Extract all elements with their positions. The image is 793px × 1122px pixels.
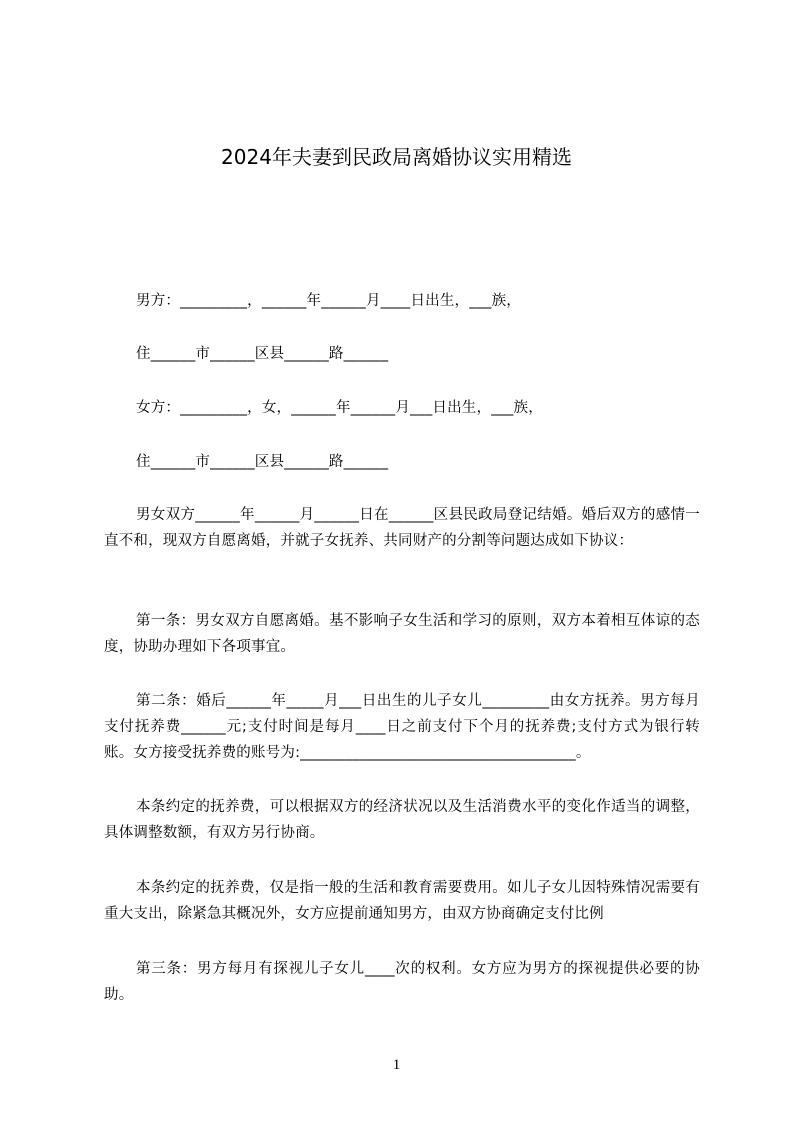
page-number: 1 xyxy=(392,1057,401,1073)
paragraph-support-scope: 本条约定的抚养费，仅是指一般的生活和教育需要费用。如儿子女儿因特殊情况需要有重大支出，除紧急其概况外，女方应提前通知男方，由双方协商确定支付比例 xyxy=(104,880,700,922)
paragraph-male-party: 男方：_________，______年______月____日出生，___族， xyxy=(136,293,521,309)
paragraph-male-address: 住______市______区县______路______ xyxy=(136,346,389,362)
document-title: 2024年夫妻到民政局离婚协议实用精选 xyxy=(221,145,572,169)
paragraph-article-one: 第一条：男女双方自愿离婚。基不影响子女生活和学习的原则，双方本着相互体谅的态度，协助办理如下各项事宜。 xyxy=(104,613,700,655)
paragraph-support-adjustment: 本条约定的抚养费，可以根据双方的经济状况以及生活消费水平的变化作适当的调整，具体调整数额，有双方另行协商。 xyxy=(104,799,700,841)
paragraph-article-three: 第三条：男方每月有探视儿子女儿____次的权利。女方应为男方的探视提供必要的协助。 xyxy=(104,961,700,1003)
paragraph-marriage-registration: 男女双方______年______月______日在______区县民政局登记结婚。婚后双方的感情一直不和，现双方自愿离婚，并就子女抚养、共同财产的分割等问题达成如下协议： xyxy=(104,507,700,549)
paragraph-female-party: 女方：_________，女，______年______月___日出生，___族， xyxy=(136,400,543,416)
paragraph-female-address: 住______市______区县______路______ xyxy=(136,454,389,470)
paragraph-article-two: 第二条：婚后______年_____月___日出生的儿子女儿_________由女方抚养。男方每月支付抚养费______元;支付时间是每月____日之前支付下个月的抚养费;支付方式为银行转账。女方接受抚养费的账号为:_____________________________________。 xyxy=(104,693,700,761)
